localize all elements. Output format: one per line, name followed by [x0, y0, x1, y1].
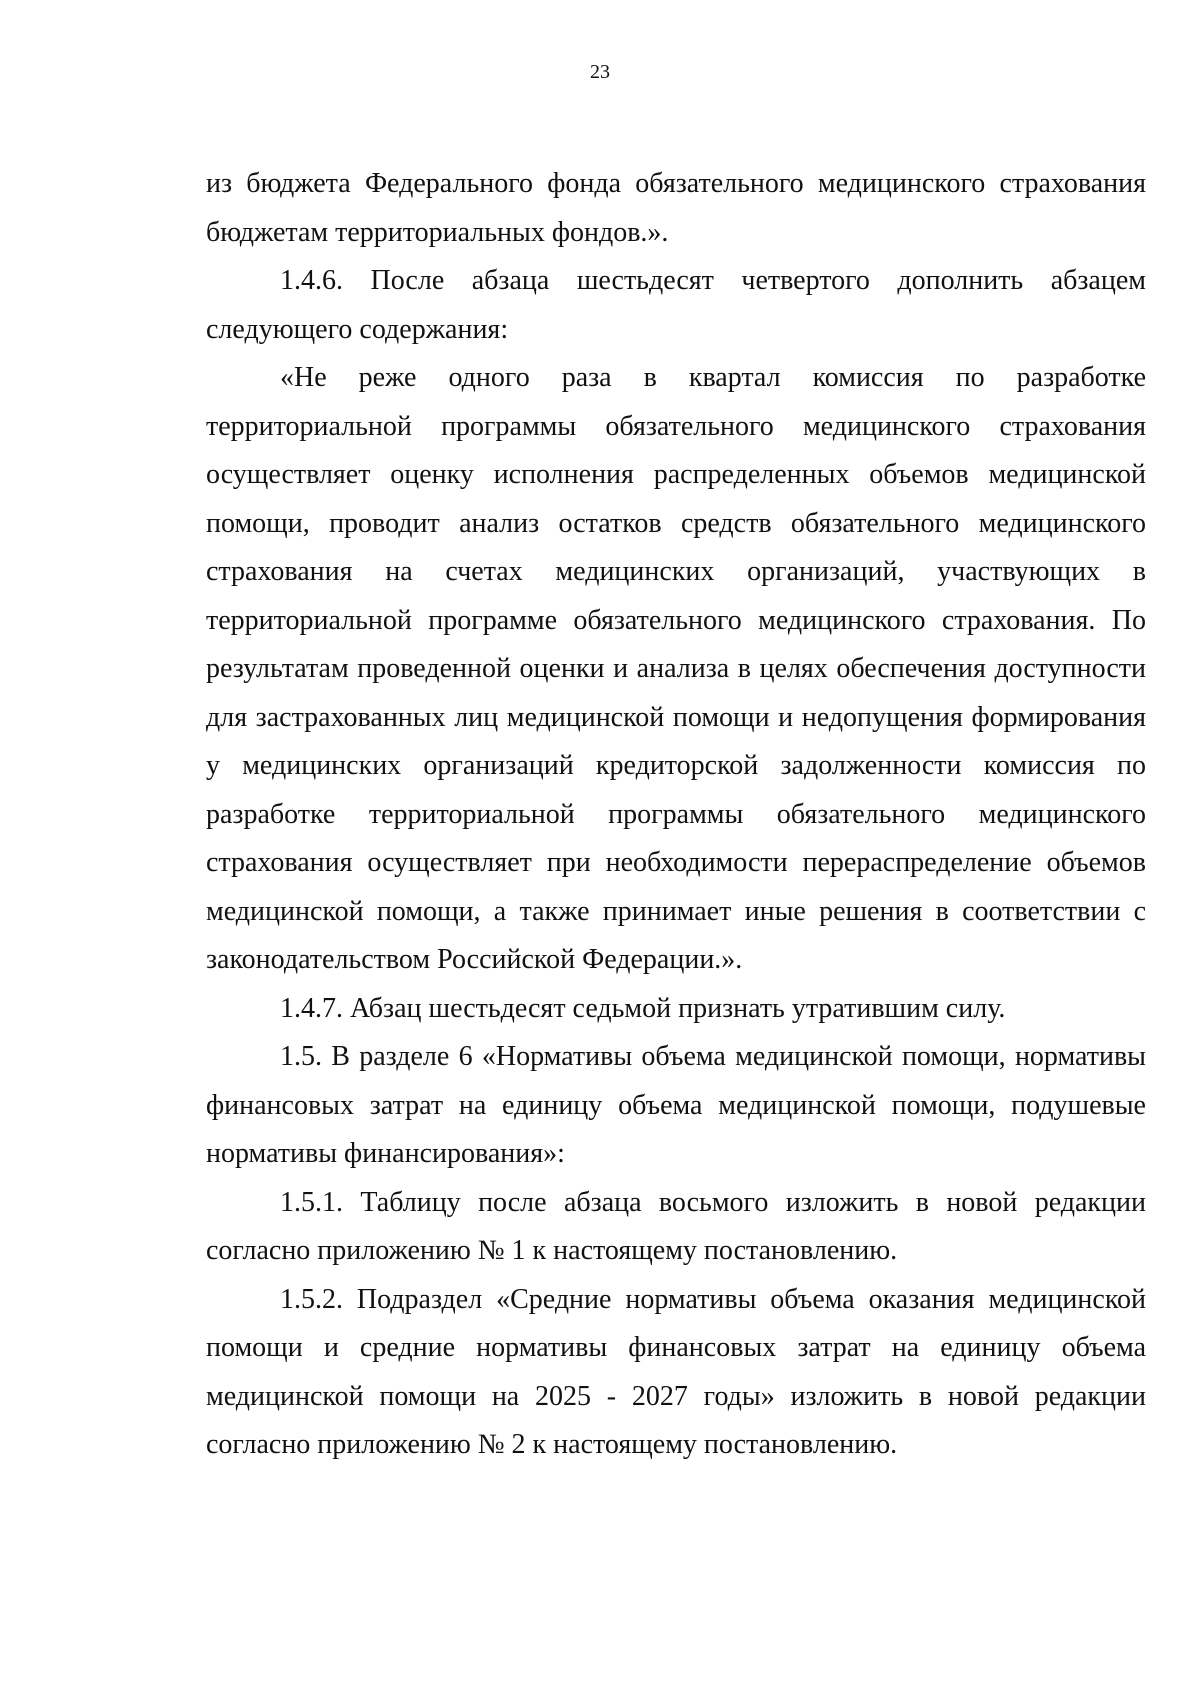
document-body: [206, 160, 1146, 1470]
paragraph-1-5-2: 1.5.2. Подраздел «Средние нормативы объема оказания медицинской помощи и средние нормативы финансовых затрат на единицу объема медицинской помощи на 2025 - 2027 годы» изложить в новой редакции согласно приложению № 2 к настоящему постановлению.: [206, 1283, 1146, 1460]
paragraph-continuation: из бюджета Федерального фонда обязательного медицинского страхования бюджетам территориальных фондов.».: [206, 168, 1146, 248]
paragraph-1-4-6: 1.4.6. После абзаца шестьдесят четвертого дополнить абзацем следующего содержания:: [206, 265, 1146, 345]
paragraph-1-5-1: 1.5.1. Таблицу после абзаца восьмого изложить в новой редакции согласно приложению № 1 к настоящему постановлению.: [206, 1186, 1146, 1266]
paragraph-1-4-7: 1.4.7. Абзац шестьдесят седьмой признать утратившим силу.: [280, 992, 1006, 1024]
page-number: 23: [590, 61, 610, 83]
paragraph-quoted-insert: «Не реже одного раза в квартал комиссия по разработке территориальной программы обязательного медицинского страхования осуществляет оценку исполнения распределенных объемов медицинской помощи, проводит анализ остатков средств обязательного медицинского страхования на счетах медицинских организаций, участвующих в территориальной программе обязательного медицинского страхования. По результатам проведенной оценки и анализа в целях обеспечения доступности для застрахованных лиц медицинской помощи и недопущения формирования у медицинских организаций кредиторской задолженности комиссия по разработке территориальной программы обязательного медицинского страхования осуществляет при необходимости перераспределение объемов медицинской помощи, а также принимает иные решения в соответствии с законодательством Российской Федерации.».: [206, 362, 1146, 975]
paragraph-1-5: 1.5. В разделе 6 «Нормативы объема медицинской помощи, нормативы финансовых затрат на единицу объема медицинской помощи, подушевые нормативы финансирования»:: [206, 1041, 1146, 1169]
